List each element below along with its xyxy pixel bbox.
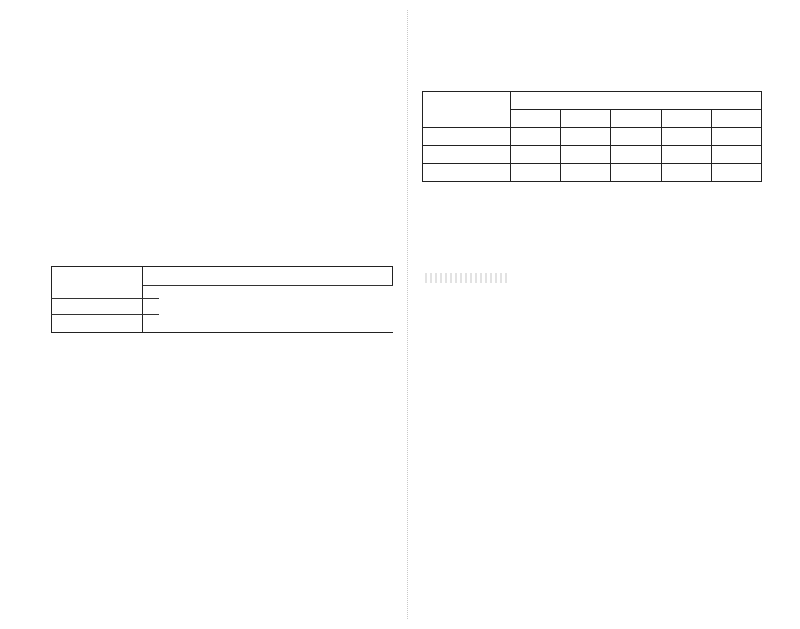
- list-item: [80, 112, 90, 134]
- clause-652: [54, 203, 64, 225]
- clause-661: [50, 378, 60, 400]
- list-item: [80, 91, 90, 113]
- section-title: [170, 352, 184, 368]
- list-item: [76, 597, 86, 619]
- list-item: [80, 70, 90, 92]
- list-item: [76, 508, 86, 530]
- list-item: [76, 442, 86, 464]
- list-item: [76, 552, 86, 574]
- list-item: [80, 160, 90, 182]
- clause-662: [50, 420, 60, 442]
- right-page-last-section: [400, 0, 800, 629]
- table-652: [51, 266, 393, 332]
